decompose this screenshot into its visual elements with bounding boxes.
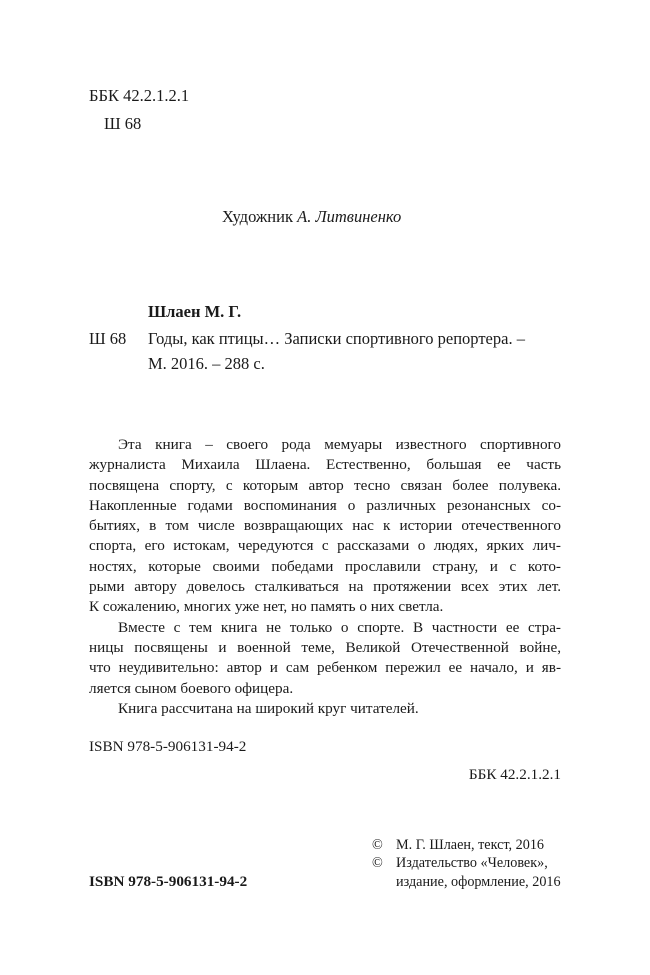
copyright-symbol: ©: [372, 855, 383, 872]
annotation-line: Накопленные годами воспоминания о различных резонансных со-: [89, 496, 561, 514]
author-mark-top: Ш 68: [104, 114, 142, 133]
catalog-author: Шлаен М. Г.: [148, 302, 242, 321]
annotation-line: Эта книга – своего рода мемуары известного спортивного: [118, 436, 561, 453]
copyright-publisher: Издательство «Человек»,: [396, 855, 548, 872]
annotation-line: спорта, его истокам, чередуются с рассказами о людях, ярких лич-: [89, 537, 561, 555]
illustrator-credit: [222, 207, 401, 227]
bbk-classification-right: ББК 42.2.1.2.1: [468, 766, 561, 783]
annotation-line: рыми автору довелось сталкиваться на протяжении всех этих лет.: [89, 578, 561, 596]
isbn-line: ISBN 978-5-906131-94-2: [89, 738, 247, 755]
catalog-publication: М. 2016. – 288 с.: [148, 354, 265, 373]
annotation-line: ляется сыном боевого офицера.: [89, 679, 294, 697]
copyright-author: М. Г. Шлаен, текст, 2016: [396, 837, 545, 853]
copyright-row: [372, 854, 561, 872]
catalog-title: Годы, как птицы… Записки спортивного репортера. –: [148, 329, 525, 348]
annotation-line: Вместе с тем книга не только о спорте. В частности ее стра-: [118, 618, 561, 636]
isbn-bottom: ISBN 978-5-906131-94-2: [89, 873, 248, 890]
illustrator-role: Художник: [222, 207, 293, 226]
bbk-classification-top: ББК 42.2.1.2.1: [89, 86, 190, 105]
annotation-line: Книга рассчитана на широкий круг читателей.: [118, 699, 419, 717]
copyright-row: [372, 836, 561, 854]
annotation-line: ницы посвящены и военной теме, Великой Отечественной войне,: [89, 638, 561, 656]
copyright-block: [372, 836, 561, 891]
annotation-line: бытиях, в том числе возвращающих нас к истории отечественного: [89, 517, 561, 535]
copyright-publisher-cont: издание, оформление, 2016: [396, 873, 561, 890]
annotation-text: [89, 435, 561, 719]
catalog-author-mark: Ш 68: [89, 329, 127, 348]
annotation-line: посвящена спорту, с которым автор тесно связан более полувека.: [89, 476, 561, 494]
annotation-line: К сожалению, многих уже нет, но память о них светла.: [89, 598, 444, 616]
annotation-line: журналиста Михаила Шлаена. Естественно, большая ее часть: [89, 456, 561, 474]
annotation-line: что неудивительно: автор и сам ребенком пережил ее начало, и яв-: [89, 659, 561, 677]
annotation-line: ностях, которые своими победами прославили страну, и с кото-: [89, 557, 561, 575]
illustrator-name: А. Литвиненко: [297, 207, 402, 226]
copyright-symbol: ©: [372, 837, 383, 853]
